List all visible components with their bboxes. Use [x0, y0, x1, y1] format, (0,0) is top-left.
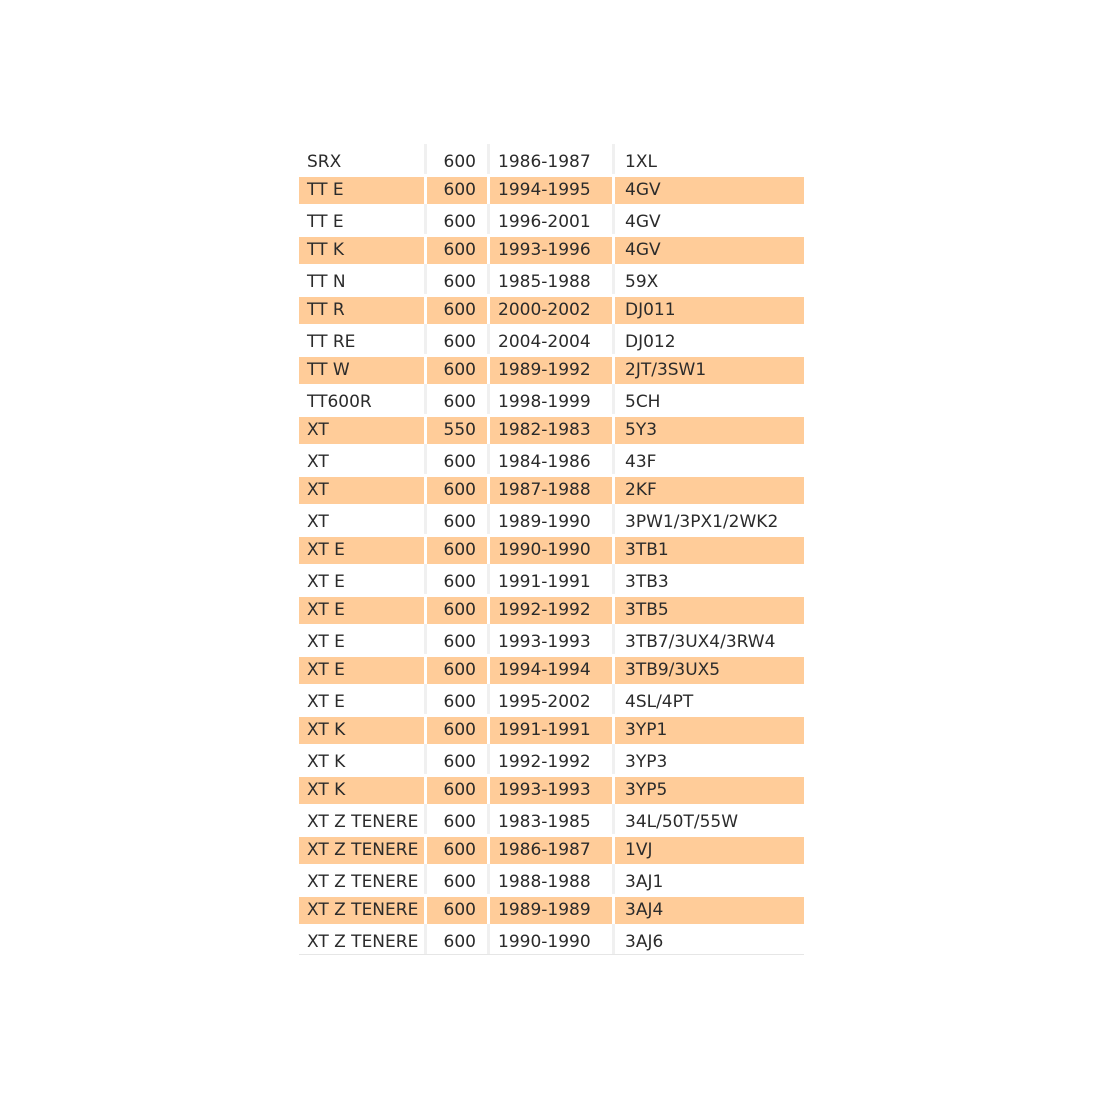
table-row: [299, 444, 804, 474]
years-cell: 1984-1986: [490, 444, 615, 474]
code-cell: 3TB5: [615, 597, 804, 624]
years-cell: 1990-1990: [490, 924, 615, 954]
displacement-cell: 600: [427, 657, 490, 684]
displacement-cell: 600: [427, 144, 490, 174]
displacement-cell: 600: [427, 597, 490, 624]
table-row: [299, 384, 804, 414]
displacement-cell: 600: [427, 837, 490, 864]
code-cell: 4GV: [615, 237, 804, 264]
years-cell: 1993-1996: [490, 237, 615, 264]
table-row: [299, 414, 804, 444]
years-cell: 1993-1993: [490, 624, 615, 654]
code-cell: 3TB1: [615, 537, 804, 564]
years-cell: 1989-1990: [490, 504, 615, 534]
model-cell: XT E: [299, 684, 427, 714]
table-row: [299, 564, 804, 594]
model-cell: XT E: [299, 657, 427, 684]
model-cell: XT E: [299, 537, 427, 564]
years-cell: 1989-1992: [490, 357, 615, 384]
displacement-cell: 600: [427, 924, 490, 954]
years-cell: 1994-1994: [490, 657, 615, 684]
table-row: [299, 324, 804, 354]
model-cell: XT Z TENERE: [299, 897, 427, 924]
table-row: [299, 474, 804, 504]
code-cell: 1VJ: [615, 837, 804, 864]
displacement-cell: 600: [427, 504, 490, 534]
displacement-cell: 600: [427, 777, 490, 804]
displacement-cell: 600: [427, 444, 490, 474]
table-row: [299, 264, 804, 294]
model-cell: TT RE: [299, 324, 427, 354]
displacement-cell: 600: [427, 744, 490, 774]
code-cell: 4SL/4PT: [615, 684, 804, 714]
years-cell: 1982-1983: [490, 417, 615, 444]
model-table: [299, 144, 804, 955]
years-cell: 1994-1995: [490, 177, 615, 204]
displacement-cell: 600: [427, 684, 490, 714]
years-cell: 1991-1991: [490, 717, 615, 744]
code-cell: DJ012: [615, 324, 804, 354]
table-row: [299, 924, 804, 954]
displacement-cell: 550: [427, 417, 490, 444]
years-cell: 1988-1988: [490, 864, 615, 894]
displacement-cell: 600: [427, 177, 490, 204]
model-cell: XT: [299, 477, 427, 504]
model-cell: XT K: [299, 744, 427, 774]
code-cell: 2JT/3SW1: [615, 357, 804, 384]
displacement-cell: 600: [427, 624, 490, 654]
model-cell: TT E: [299, 204, 427, 234]
table-row: [299, 684, 804, 714]
table-row: [299, 294, 804, 324]
model-cell: TT R: [299, 297, 427, 324]
code-cell: 3TB7/3UX4/3RW4: [615, 624, 804, 654]
table-row: [299, 654, 804, 684]
model-cell: TT K: [299, 237, 427, 264]
model-cell: TT N: [299, 264, 427, 294]
table-row: [299, 804, 804, 834]
displacement-cell: 600: [427, 264, 490, 294]
model-cell: XT K: [299, 777, 427, 804]
code-cell: 34L/50T/55W: [615, 804, 804, 834]
displacement-cell: 600: [427, 237, 490, 264]
table-row: [299, 864, 804, 894]
code-cell: 3YP3: [615, 744, 804, 774]
years-cell: 1983-1985: [490, 804, 615, 834]
displacement-cell: 600: [427, 564, 490, 594]
model-cell: XT: [299, 417, 427, 444]
table-row: [299, 714, 804, 744]
table-row: [299, 624, 804, 654]
table-row: [299, 144, 804, 174]
displacement-cell: 600: [427, 204, 490, 234]
code-cell: 3TB3: [615, 564, 804, 594]
displacement-cell: 600: [427, 324, 490, 354]
code-cell: 5Y3: [615, 417, 804, 444]
model-cell: XT K: [299, 717, 427, 744]
displacement-cell: 600: [427, 357, 490, 384]
code-cell: 5CH: [615, 384, 804, 414]
displacement-cell: 600: [427, 384, 490, 414]
table-row: [299, 774, 804, 804]
years-cell: 1989-1989: [490, 897, 615, 924]
years-cell: 1986-1987: [490, 837, 615, 864]
code-cell: 4GV: [615, 177, 804, 204]
code-cell: 3AJ6: [615, 924, 804, 954]
years-cell: 1995-2002: [490, 684, 615, 714]
model-cell: XT E: [299, 624, 427, 654]
displacement-cell: 600: [427, 897, 490, 924]
model-cell: SRX: [299, 144, 427, 174]
code-cell: 3YP5: [615, 777, 804, 804]
years-cell: 1986-1987: [490, 144, 615, 174]
model-cell: XT Z TENERE: [299, 804, 427, 834]
code-cell: 3TB9/3UX5: [615, 657, 804, 684]
years-cell: 2000-2002: [490, 297, 615, 324]
table-row: [299, 594, 804, 624]
code-cell: 4GV: [615, 204, 804, 234]
years-cell: 1991-1991: [490, 564, 615, 594]
years-cell: 1998-1999: [490, 384, 615, 414]
displacement-cell: 600: [427, 537, 490, 564]
table-row: [299, 534, 804, 564]
model-cell: TT E: [299, 177, 427, 204]
years-cell: 1985-1988: [490, 264, 615, 294]
code-cell: 1XL: [615, 144, 804, 174]
table-row: [299, 894, 804, 924]
years-cell: 1992-1992: [490, 597, 615, 624]
displacement-cell: 600: [427, 804, 490, 834]
code-cell: 3YP1: [615, 717, 804, 744]
displacement-cell: 600: [427, 297, 490, 324]
code-cell: 43F: [615, 444, 804, 474]
model-cell: XT: [299, 504, 427, 534]
code-cell: 3AJ4: [615, 897, 804, 924]
table-row: [299, 354, 804, 384]
table-row: [299, 744, 804, 774]
years-cell: 1992-1992: [490, 744, 615, 774]
model-cell: TT W: [299, 357, 427, 384]
years-cell: 1987-1988: [490, 477, 615, 504]
code-cell: 3PW1/3PX1/2WK2: [615, 504, 804, 534]
displacement-cell: 600: [427, 477, 490, 504]
years-cell: 1990-1990: [490, 537, 615, 564]
model-cell: XT Z TENERE: [299, 924, 427, 954]
displacement-cell: 600: [427, 717, 490, 744]
table-row: [299, 204, 804, 234]
table-row: [299, 174, 804, 204]
table-row: [299, 834, 804, 864]
table-row: [299, 234, 804, 264]
years-cell: 1993-1993: [490, 777, 615, 804]
model-cell: XT E: [299, 597, 427, 624]
model-cell: XT Z TENERE: [299, 837, 427, 864]
table-row: [299, 504, 804, 534]
displacement-cell: 600: [427, 864, 490, 894]
code-cell: 59X: [615, 264, 804, 294]
model-cell: XT E: [299, 564, 427, 594]
code-cell: DJ011: [615, 297, 804, 324]
model-cell: XT Z TENERE: [299, 864, 427, 894]
years-cell: 2004-2004: [490, 324, 615, 354]
years-cell: 1996-2001: [490, 204, 615, 234]
model-cell: TT600R: [299, 384, 427, 414]
code-cell: 2KF: [615, 477, 804, 504]
model-cell: XT: [299, 444, 427, 474]
code-cell: 3AJ1: [615, 864, 804, 894]
